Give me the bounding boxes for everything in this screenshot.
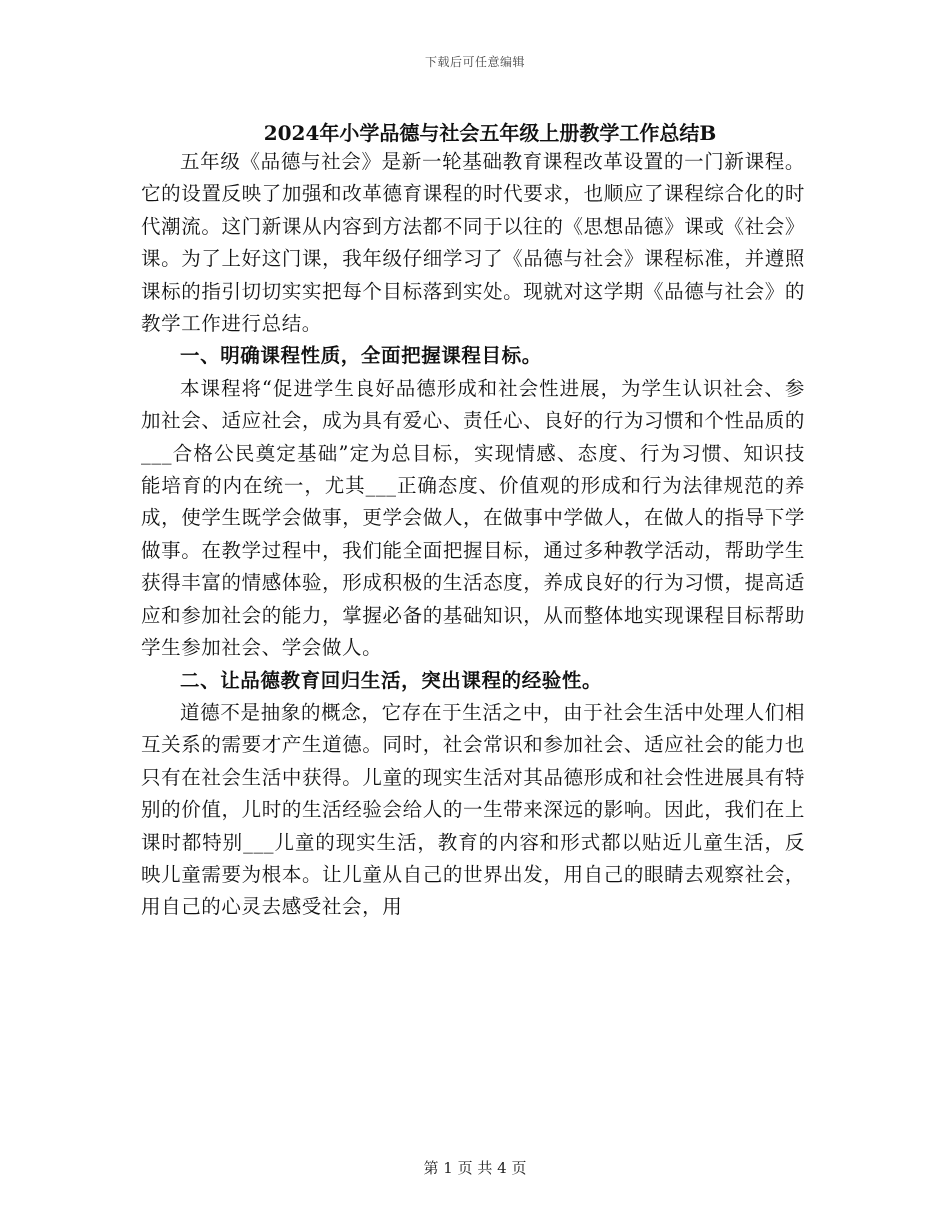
header-note: 下载后可任意编辑	[424, 55, 525, 69]
section-heading-1: 一、明确课程性质，全面把握课程目标。	[180, 344, 542, 368]
page-number: 第 1 页 共 4 页	[423, 1159, 527, 1177]
intro-paragraph: 五年级《品德与社会》是新一轮基础教育课程改革设置的一门新课程。它的设置反映了加强和改革德育课程的时代要求，也顺应了课程综合化的时代潮流。这门新课从内容到方法都不同于以往的《思想品德》课或《社会》课。为了上好这门课，我年级仔细学习了《品德与社会》课程标准，并遵照课标的指引切切实实把每个目标落到实处。现就对这学期《品德与社会》的教学工作进行总结。	[141, 150, 805, 336]
document-body	[141, 146, 805, 924]
document-title: 2024年小学品德与社会五年级上册教学工作总结B	[263, 121, 717, 145]
section-heading-2: 二、让品德教育回归生活，突出课程的经验性。	[180, 668, 603, 692]
section-1-paragraph: 本课程将“促进学生良好品德形成和社会性进展，为学生认识社会、参加社会、适应社会，成为具有爱心、责任心、良好的行为习惯和个性品质的___合格公民奠定基础”定为总目标，实现情感、态度、行为习惯、知识技能培育的内在统一，尤其___正确态度、价值观的形成和行为法律规范的养成，使学生既学会做事，更学会做人，在做事中学做人，在做人的指导下学做事。在教学过程中，我们能全面把握目标，通过多种教学活动，帮助学生获得丰富的情感体验，形成积极的生活态度，养成良好的行为习惯，提高适应和参加社会的能力，掌握必备的基础知识，从而整体地实现课程目标帮助学生参加社会、学会做人。	[141, 376, 805, 660]
section-2-paragraph: 道德不是抽象的概念，它存在于生活之中，由于社会生活中处理人们相互关系的需要才产生道德。同时，社会常识和参加社会、适应社会的能力也只有在社会生活中获得。儿童的现实生活对其品德形成和社会性进展具有特别的价值，儿时的生活经验会给人的一生带来深远的影响。因此，我们在上课时都特别___儿童的现实生活，教育的内容和形式都以贴近儿童生活，反映儿童需要为根本。让儿童从自己的世界出发，用自己的眼睛去观察社会，用自己的心灵去感受社会，用	[141, 700, 805, 919]
